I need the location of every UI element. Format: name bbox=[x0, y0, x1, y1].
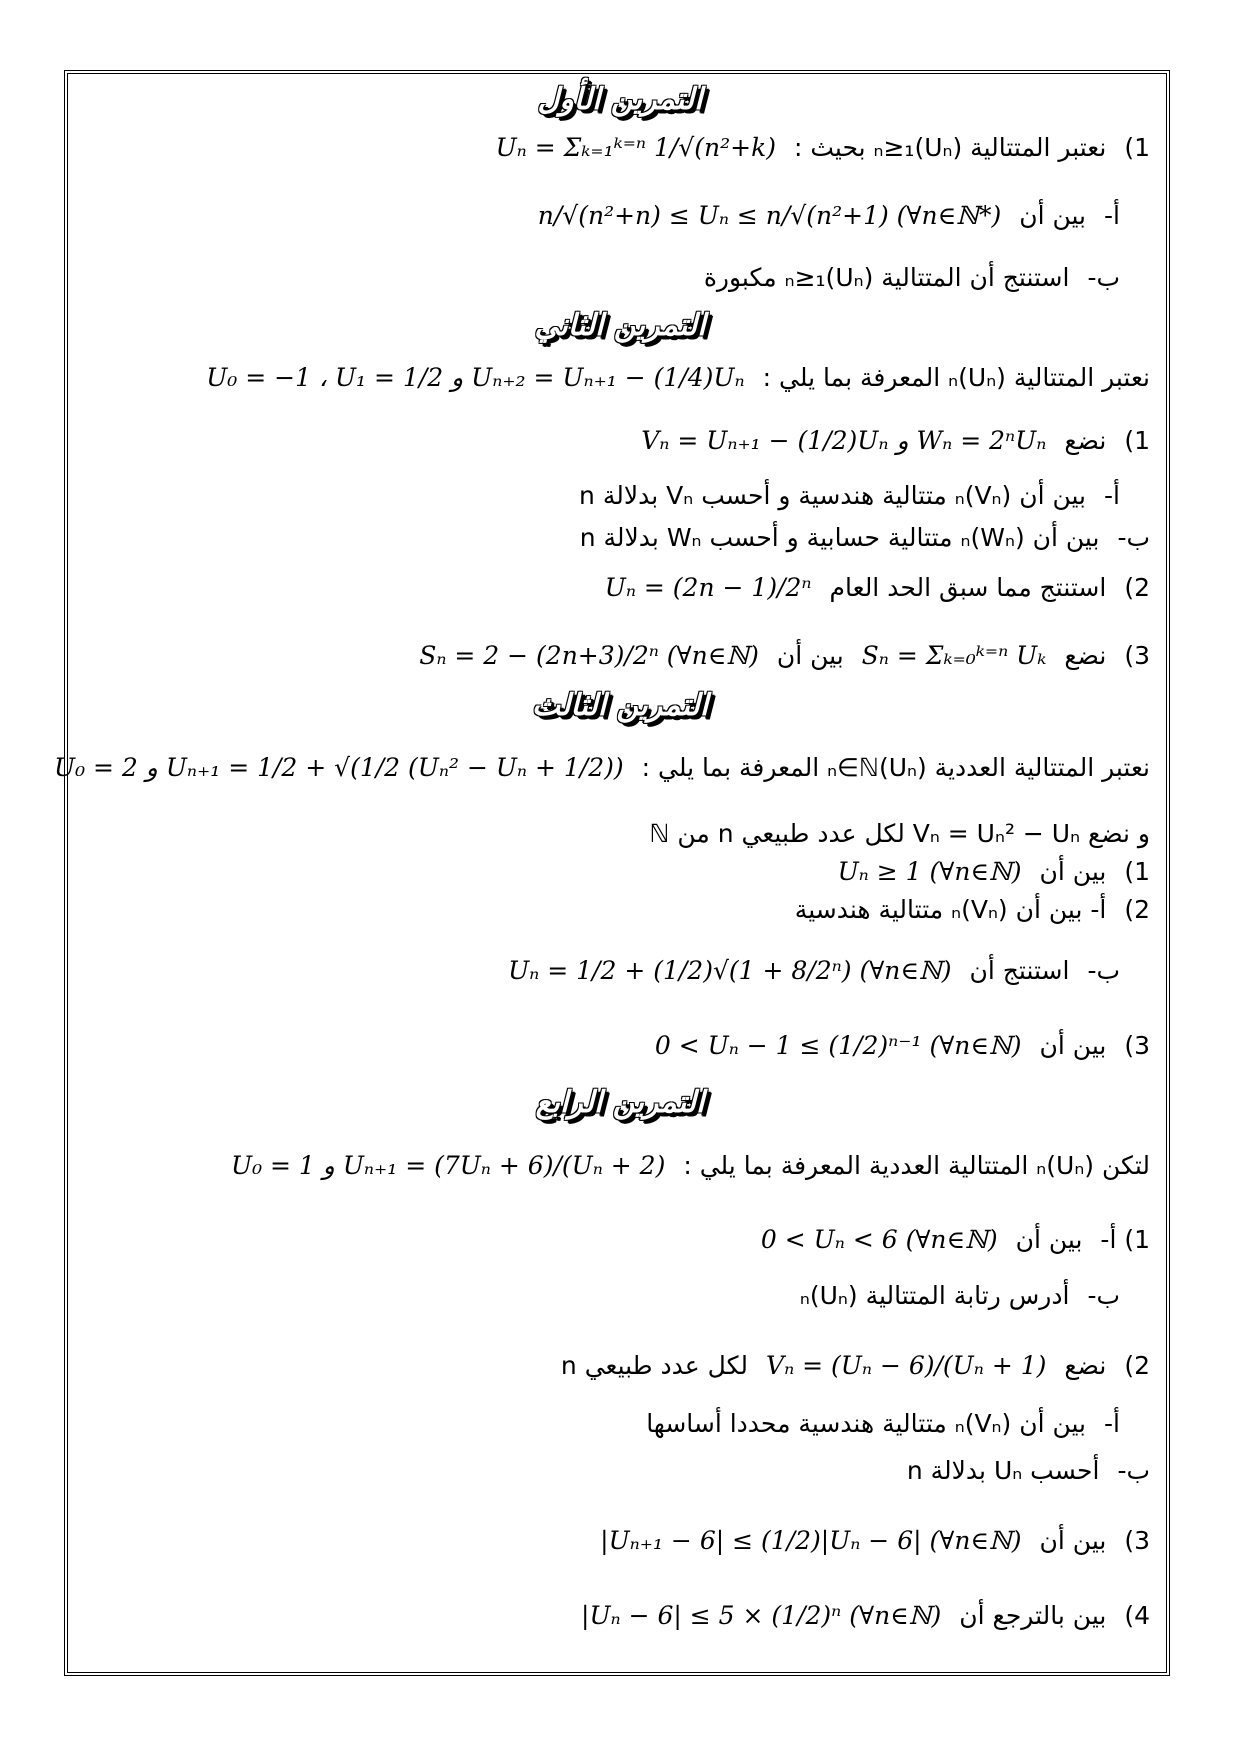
ex2-l6-math1: Sₙ = Σₖ₌₀ᵏ⁼ⁿ Uₖ bbox=[861, 641, 1047, 670]
exercise-2-title: التمرين الثاني bbox=[534, 308, 706, 343]
ex4-l2-num: 1) أ- bbox=[1100, 1225, 1150, 1254]
ex4-l5-text: بين أن (Vₙ)ₙ متتالية هندسية محددا أساسها bbox=[646, 1409, 1087, 1438]
exercise-3-title: التمرين الثالث bbox=[531, 688, 709, 723]
ex1-l2-math: n/√(n²+n) ≤ Uₙ ≤ n/√(n²+1) (∀n∈ℕ*) bbox=[537, 201, 1002, 230]
ex1-l2-text: بين أن bbox=[1019, 201, 1087, 230]
ex2-l6-math2: Sₙ = 2 − (2n+3)/2ⁿ (∀n∈ℕ) bbox=[419, 641, 759, 670]
ex1-l1-text: نعتبر المتتالية (Uₙ)ₙ≥₁ بحيث : bbox=[794, 133, 1107, 162]
ex4-line-4 bbox=[90, 1350, 1150, 1383]
ex4-l2-math: 0 < Uₙ < 6 (∀n∈ℕ) bbox=[760, 1225, 998, 1254]
ex1-l1-math: Uₙ = Σₖ₌₁ᵏ⁼ⁿ 1/√(n²+k) bbox=[495, 133, 776, 162]
ex3-l2-text: و نضع Vₙ = Uₙ² − Uₙ لكل عدد طبيعي n من ℕ bbox=[649, 819, 1150, 848]
exercise-1-title: التمرين الأول bbox=[537, 82, 703, 117]
ex2-l5-num: 2) bbox=[1124, 573, 1150, 602]
ex2-l5-text: استنتج مما سبق الحد العام bbox=[829, 573, 1107, 602]
ex2-line-6 bbox=[90, 640, 1150, 673]
ex4-l2-text: بين أن bbox=[1015, 1225, 1083, 1254]
ex4-l5-num: أ- bbox=[1104, 1409, 1120, 1438]
ex3-l1-text: نعتبر المتتالية العددية (Uₙ)ₙ∈ℕ المعرفة بما يلي : bbox=[641, 753, 1150, 782]
ex4-line-7 bbox=[90, 1525, 1150, 1558]
ex3-l6-math: 0 < Uₙ − 1 ≤ (1/2)ⁿ⁻¹ (∀n∈ℕ) bbox=[654, 1031, 1022, 1060]
ex4-line-8 bbox=[90, 1600, 1150, 1633]
ex4-line-3 bbox=[90, 1280, 1120, 1313]
ex3-l4-text: أ- بين أن (Vₙ)ₙ متتالية هندسية bbox=[794, 895, 1107, 924]
ex4-l8-text: بين بالترجع أن bbox=[959, 1601, 1107, 1630]
ex3-l3-num: 1) bbox=[1124, 857, 1150, 886]
ex4-l7-text: بين أن bbox=[1039, 1526, 1107, 1555]
ex2-l6-text2: بين أن bbox=[776, 641, 844, 670]
ex2-line-1 bbox=[90, 362, 1150, 395]
ex3-l3-text: بين أن bbox=[1039, 857, 1107, 886]
ex2-l3-num: أ- bbox=[1104, 481, 1120, 510]
ex2-l1-text: نعتبر المتتالية (Uₙ)ₙ المعرفة بما يلي : bbox=[762, 363, 1150, 392]
ex1-l1-num: 1) bbox=[1124, 133, 1150, 162]
ex2-l6-num: 3) bbox=[1124, 641, 1150, 670]
ex4-l7-math: |Uₙ₊₁ − 6| ≤ (1/2)|Uₙ − 6| (∀n∈ℕ) bbox=[600, 1526, 1022, 1555]
ex2-line-5 bbox=[90, 572, 1150, 605]
ex3-l3-math: Uₙ ≥ 1 (∀n∈ℕ) bbox=[837, 857, 1022, 886]
ex1-line-1 bbox=[90, 132, 1150, 165]
ex2-line-2 bbox=[90, 425, 1150, 458]
ex1-line-3 bbox=[90, 262, 1120, 295]
ex2-l4-num: ب- bbox=[1117, 523, 1150, 552]
ex4-l6-text: أحسب Uₙ بدلالة n bbox=[906, 1456, 1100, 1485]
ex3-line-1 bbox=[54, 752, 1150, 785]
ex2-l3-text: بين أن (Vₙ)ₙ متتالية هندسية و أحسب Vₙ بدلالة n bbox=[579, 481, 1087, 510]
ex3-l5-text: استنتج أن bbox=[969, 956, 1070, 985]
ex2-l2-math: Vₙ = Uₙ₊₁ − (1/2)Uₙ و Wₙ = 2ⁿUₙ bbox=[641, 426, 1047, 455]
ex2-line-4 bbox=[90, 522, 1150, 555]
ex4-line-5 bbox=[90, 1408, 1120, 1441]
ex3-l6-num: 3) bbox=[1124, 1031, 1150, 1060]
ex3-line-3 bbox=[90, 856, 1150, 889]
ex4-l1-text: لتكن (Uₙ)ₙ المتتالية العددية المعرفة بما يلي : bbox=[683, 1151, 1150, 1180]
ex2-l5-math: Uₙ = (2n − 1)/2ⁿ bbox=[604, 573, 812, 602]
ex2-l2-text: نضع bbox=[1064, 426, 1107, 455]
ex3-l5-math: Uₙ = 1/2 + (1/2)√(1 + 8/2ⁿ) (∀n∈ℕ) bbox=[508, 956, 952, 985]
ex1-line-2 bbox=[90, 200, 1120, 233]
ex3-l1-math: U₀ = 2 و Uₙ₊₁ = 1/2 + √(1/2 (Uₙ² − Uₙ + 1/2)) bbox=[54, 753, 624, 782]
ex3-line-2 bbox=[90, 818, 1150, 851]
ex2-l2-num: 1) bbox=[1124, 426, 1150, 455]
ex4-line-1 bbox=[90, 1150, 1150, 1183]
ex4-l7-num: 3) bbox=[1124, 1526, 1150, 1555]
ex4-l4-math: Vₙ = (Uₙ − 6)/(Uₙ + 1) bbox=[766, 1351, 1047, 1380]
ex2-l6-text: نضع bbox=[1064, 641, 1107, 670]
ex3-l6-text: بين أن bbox=[1039, 1031, 1107, 1060]
exercise-4-title: التمرين الرابع bbox=[535, 1085, 705, 1120]
ex1-l3-num: ب- bbox=[1087, 263, 1120, 292]
ex3-l5-num: ب- bbox=[1087, 956, 1120, 985]
ex1-l3-text: استنتج أن المتتالية (Uₙ)ₙ≥₁ مكبورة bbox=[703, 263, 1070, 292]
ex4-l4-num: 2) bbox=[1124, 1351, 1150, 1380]
ex4-l3-num: ب- bbox=[1087, 1281, 1120, 1310]
ex2-l1-math: U₀ = −1 ، U₁ = 1/2 و Uₙ₊₂ = Uₙ₊₁ − (1/4)Uₙ bbox=[206, 363, 745, 392]
ex4-l4-text: نضع bbox=[1064, 1351, 1107, 1380]
ex1-l2-num: أ- bbox=[1104, 201, 1120, 230]
ex3-l4-num: 2) bbox=[1124, 895, 1150, 924]
ex3-line-4 bbox=[90, 894, 1150, 927]
ex4-l6-num: ب- bbox=[1117, 1456, 1150, 1485]
ex3-line-5 bbox=[90, 955, 1120, 988]
ex2-line-3 bbox=[90, 480, 1120, 513]
ex3-line-6 bbox=[90, 1030, 1150, 1063]
ex4-l4-text2: لكل عدد طبيعي n bbox=[560, 1351, 749, 1380]
ex4-l8-num: 4) bbox=[1124, 1601, 1150, 1630]
ex2-l4-text: بين أن (Wₙ)ₙ متتالية حسابية و أحسب Wₙ بدلالة n bbox=[579, 523, 1100, 552]
ex4-line-6 bbox=[90, 1455, 1150, 1488]
ex4-l1-math: U₀ = 1 و Uₙ₊₁ = (7Uₙ + 6)/(Uₙ + 2) bbox=[231, 1151, 666, 1180]
ex4-line-2 bbox=[90, 1224, 1150, 1257]
ex4-l8-math: |Uₙ − 6| ≤ 5 × (1/2)ⁿ (∀n∈ℕ) bbox=[581, 1601, 942, 1630]
ex4-l3-text: أدرس رتابة المتتالية (Uₙ)ₙ bbox=[799, 1281, 1070, 1310]
